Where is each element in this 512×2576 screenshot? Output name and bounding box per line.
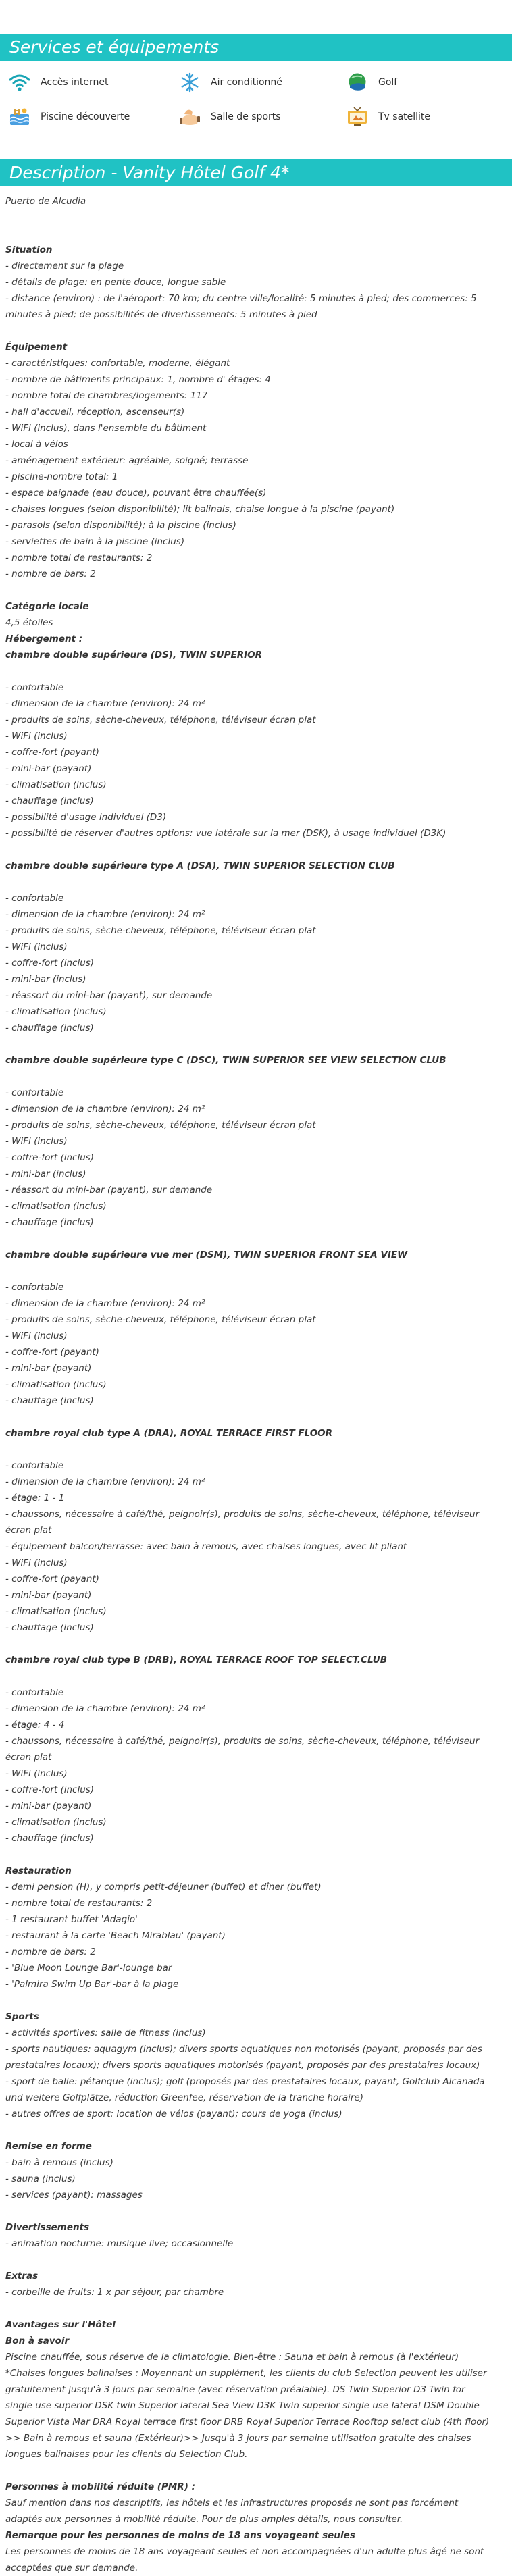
description-line: - autres offres de sport: location de vélos (payant); cours de yoga (inclus) — [5, 2109, 342, 2119]
description-line: - possibilité d'usage individuel (D3) — [5, 812, 167, 823]
description-line: - produits de soins, sèche-cheveux, téléphone, téléviseur écran plat — [5, 715, 316, 725]
description-line: - possibilité de réserver d'autres options: vue latérale sur la mer (DSK), à usage individuel (D3K) — [5, 828, 446, 839]
section-heading: Extras — [5, 2271, 39, 2282]
description-line: Piscine chauffée, sous réserve de la climatologie. Bien-être : Sauna et bain à remous (à l'extérieur) *Chaises longues balinaises : Moyennant un supplément, les clients du club Selection peuvent les utiliser gratuitement jusqu'à 3 jours par semaine (avec réservation préalable). DS Twin Superior D3 Twin for single use superior DSK twin Superior lateral Sea View D3K Twin superior single use lateral DSM Double Superior Vista Mar DRA Royal terrace first floor DRB Royal Superior Terrace Rooftop select club (4th floor) >> Bain à remous et sauna (Extérieur)>> Jusqu'à 3 jours par semaine utilisation gratuite des chaises longues balinaises pour les clients du Selection Club. — [5, 2352, 490, 2460]
services-grid — [0, 61, 512, 129]
description-line: Les personnes de moins de 18 ans voyageant seules et non accompagnées d'un adulte plus âgé ne sont acceptées que sur demande. — [5, 2546, 484, 2573]
description-line: - produits de soins, sèche-cheveux, téléphone, téléviseur écran plat — [5, 925, 316, 936]
description-line: - chaussons, nécessaire à café/thé, peignoir(s), produits de soins, sèche-cheveux, téléphone, téléviseur écran plat — [5, 1509, 480, 1536]
description-line: - nombre de bâtiments principaux: 1, nombre d' étages: 4 — [5, 374, 271, 385]
service-label: Salle de sports — [211, 111, 281, 122]
section-heading: chambre royal club type A (DRA), ROYAL TERRACE FIRST FLOOR — [5, 1428, 333, 1439]
section-heading: chambre double supérieure type A (DSA), TWIN SUPERIOR SELECTION CLUB — [5, 860, 395, 871]
blank-line — [5, 2203, 490, 2219]
service-internet — [8, 70, 178, 95]
fitness-icon — [178, 106, 201, 128]
description-line: - distance (environ) : de l'aéroport: 70 km; du centre ville/localité: 5 minutes à pied; des commerces: 5 minutes à pied; de possibilités de divertissements: 5 minutes à pied — [5, 293, 477, 320]
blank-line — [5, 1992, 490, 2009]
description-line: - coffre-fort (payant) — [5, 1347, 99, 1358]
pool-icon — [8, 106, 31, 128]
description-line: - coffre-fort (inclus) — [5, 1784, 95, 1795]
blank-line — [5, 1441, 490, 1458]
description-line: - WiFi (inclus) — [5, 731, 68, 742]
description-line: - coffre-fort (payant) — [5, 747, 99, 758]
snowflake-icon — [178, 72, 201, 93]
description-line: - WiFi (inclus) — [5, 1136, 68, 1147]
description-line: Puerto de Alcudia — [5, 196, 86, 207]
blank-line — [5, 2463, 490, 2479]
blank-line — [5, 1668, 490, 1684]
section-heading: Bon à savoir — [5, 2336, 70, 2346]
description-line: - réassort du mini-bar (payant), sur demande — [5, 1185, 213, 1195]
description-line: - hall d'accueil, réception, ascenseur(s) — [5, 407, 185, 417]
description-line: - 'Blue Moon Lounge Bar'-lounge bar — [5, 1963, 172, 1974]
description-line: - climatisation (inclus) — [5, 1606, 107, 1617]
description-line: - mini-bar (payant) — [5, 1363, 92, 1374]
description-line: - corbeille de fruits: 1 x par séjour, par chambre — [5, 2287, 224, 2298]
description-line: - mini-bar (inclus) — [5, 1168, 86, 1179]
description-section-title: Description - Vanity Hôtel Golf 4* — [0, 159, 512, 186]
description-line: - bain à remous (inclus) — [5, 2157, 113, 2168]
description-line: - dimension de la chambre (environ): 24 m² — [5, 1104, 205, 1114]
description-line: - dimension de la chambre (environ): 24 m² — [5, 1298, 205, 1309]
description-line: - confortable — [5, 1087, 64, 1098]
section-heading: Situation — [5, 244, 53, 255]
blank-line — [5, 2252, 490, 2268]
blank-line — [5, 1068, 490, 1085]
service-label: Accès internet — [41, 77, 109, 88]
description-line: - espace baignade (eau douce), pouvant être chauffée(s) — [5, 488, 267, 498]
blank-line — [5, 842, 490, 858]
wifi-icon — [8, 72, 31, 93]
description-line: - chaises longues (selon disponibilité); lit balinais, chaise longue à la piscine (payant) — [5, 504, 395, 515]
section-heading: chambre double supérieure (DS), TWIN SUPERIOR — [5, 650, 263, 661]
description-line: Sauf mention dans nos descriptifs, les hôtels et les infrastructures proposés ne sont pas forcément adaptés aux personnes à mobilité réduite. Pour de plus amples détails, nous consulter. — [5, 2498, 459, 2525]
description-content — [0, 186, 498, 2576]
blank-line — [5, 323, 490, 339]
description-line: - services (payant): massages — [5, 2190, 143, 2200]
section-heading: chambre royal club type B (DRB), ROYAL TERRACE ROOF TOP SELECT.CLUB — [5, 1655, 388, 1666]
section-heading: chambre double supérieure vue mer (DSM), TWIN SUPERIOR FRONT SEA VIEW — [5, 1250, 407, 1260]
description-line: - demi pension (H), y compris petit-déjeuner (buffet) et dîner (buffet) — [5, 1882, 322, 1892]
hotel-details-page — [0, 34, 512, 2576]
description-line: - mini-bar (payant) — [5, 1590, 92, 1601]
description-line: - aménagement extérieur: agréable, soigné; terrasse — [5, 455, 249, 466]
description-line: - sport de balle: pétanque (inclus); golf (proposés par des prestataires locaux, payant, Golfclub Alcanada und weitere Golfplätze, réduction Greenfee, réservation de la tranche horaire) — [5, 2076, 485, 2103]
description-line: - produits de soins, sèche-cheveux, téléphone, téléviseur écran plat — [5, 1120, 316, 1131]
blank-line — [5, 226, 490, 242]
service-label: Golf — [378, 77, 398, 88]
blank-line — [5, 1036, 490, 1052]
section-heading: Hébergement : — [5, 634, 83, 644]
description-line: - piscine-nombre total: 1 — [5, 471, 118, 482]
description-line: - WiFi (inclus) — [5, 1331, 68, 1341]
description-line: - étage: 4 - 4 — [5, 1720, 65, 1730]
description-line: - nombre total de chambres/logements: 117 — [5, 390, 208, 401]
section-heading: Sports — [5, 2011, 39, 2022]
description-line: - caractéristiques: confortable, moderne, élégant — [5, 358, 230, 369]
service-air-conditioning — [178, 70, 346, 95]
blank-line — [5, 2122, 490, 2138]
description-line: - nombre de bars: 2 — [5, 569, 96, 579]
description-line: - dimension de la chambre (environ): 24 m² — [5, 1476, 205, 1487]
blank-line — [5, 1231, 490, 1247]
description-line: - WiFi (inclus) — [5, 942, 68, 952]
section-heading: chambre double supérieure type C (DSC), TWIN SUPERIOR SEE VIEW SELECTION CLUB — [5, 1055, 446, 1066]
description-line: - chauffage (inclus) — [5, 1833, 94, 1844]
service-golf — [346, 70, 508, 95]
description-line: - climatisation (inclus) — [5, 1201, 107, 1212]
description-line: - équipement balcon/terrasse: avec bain à remous, avec chaises longues, avec lit pliant — [5, 1541, 407, 1552]
description-line: - nombre de bars: 2 — [5, 1947, 96, 1957]
description-line: - chauffage (inclus) — [5, 1395, 94, 1406]
golf-icon — [346, 72, 369, 93]
description-line: - mini-bar (payant) — [5, 763, 92, 774]
section-heading: Catégorie locale — [5, 601, 89, 612]
service-outdoor-pool — [8, 105, 178, 129]
section-heading: Remise en forme — [5, 2141, 92, 2152]
description-line: - coffre-fort (inclus) — [5, 958, 95, 969]
description-line: - chauffage (inclus) — [5, 1622, 94, 1633]
service-label: Air conditionné — [211, 77, 282, 88]
description-line: - activités sportives: salle de fitness (inclus) — [5, 2028, 206, 2038]
description-line: - sports nautiques: aquagym (inclus); divers sports aquatiques non motorisés (payant, proposés par des prestataires locaux); divers sports aquatiques motorisés (payant, proposés par des prestataires locaux) — [5, 2044, 482, 2071]
description-line: - confortable — [5, 1282, 64, 1293]
blank-line — [5, 874, 490, 890]
description-line: - mini-bar (inclus) — [5, 974, 86, 985]
description-line: - chauffage (inclus) — [5, 796, 94, 806]
description-line: - animation nocturne: musique live; occasionnelle — [5, 2238, 234, 2249]
description-line: - WiFi (inclus), dans l'ensemble du bâtiment — [5, 423, 207, 434]
description-line: - confortable — [5, 1460, 64, 1471]
section-heading: Personnes à mobilité réduite (PMR) : — [5, 2481, 195, 2492]
description-line: 4,5 étoiles — [5, 617, 53, 628]
blank-line — [5, 1263, 490, 1279]
description-line: - climatisation (inclus) — [5, 1379, 107, 1390]
description-line: - 1 restaurant buffet 'Adagio' — [5, 1914, 138, 1925]
section-heading: Divertissements — [5, 2222, 90, 2233]
service-label: Piscine découverte — [41, 111, 130, 122]
description-line: - dimension de la chambre (environ): 24 m² — [5, 909, 205, 920]
description-line: - confortable — [5, 893, 64, 904]
description-line: - WiFi (inclus) — [5, 1768, 68, 1779]
description-line: - coffre-fort (inclus) — [5, 1152, 95, 1163]
description-line: - climatisation (inclus) — [5, 1006, 107, 1017]
description-line: - parasols (selon disponibilité); à la piscine (inclus) — [5, 520, 236, 531]
blank-line — [5, 582, 490, 598]
description-line: - étage: 1 - 1 — [5, 1493, 65, 1503]
description-line: - directement sur la plage — [5, 261, 124, 272]
blank-line — [5, 1636, 490, 1652]
description-line: - local à vélos — [5, 439, 68, 450]
service-fitness-room — [178, 105, 346, 129]
blank-line — [5, 663, 490, 679]
description-line: - chauffage (inclus) — [5, 1023, 94, 1033]
blank-line — [5, 1847, 490, 1863]
service-label: Tv satellite — [378, 111, 431, 122]
section-heading: Avantages sur l'Hôtel — [5, 2319, 116, 2330]
description-line: - mini-bar (payant) — [5, 1801, 92, 1811]
blank-line — [5, 2300, 490, 2317]
description-line: - confortable — [5, 682, 64, 693]
description-line: - nombre total de restaurants: 2 — [5, 552, 153, 563]
tv-icon — [346, 106, 369, 128]
description-line: - coffre-fort (payant) — [5, 1574, 99, 1585]
description-line: - détails de plage: en pente douce, longue sable — [5, 277, 226, 288]
description-line: - dimension de la chambre (environ): 24 m² — [5, 1703, 205, 1714]
description-line: - chaussons, nécessaire à café/thé, peignoir(s), produits de soins, sèche-cheveux, téléphone, téléviseur écran plat — [5, 1736, 480, 1763]
description-line: - dimension de la chambre (environ): 24 m² — [5, 698, 205, 709]
description-line: - WiFi (inclus) — [5, 1557, 68, 1568]
description-line: - réassort du mini-bar (payant), sur demande — [5, 990, 213, 1001]
service-satellite-tv — [346, 105, 508, 129]
description-line: - restaurant à la carte 'Beach Mirablau' (payant) — [5, 1930, 226, 1941]
section-heading: Équipement — [5, 342, 68, 353]
section-heading: Remarque pour les personnes de moins de 18 ans voyageant seules — [5, 2530, 355, 2541]
description-line: - 'Palmira Swim Up Bar'-bar à la plage — [5, 1979, 179, 1990]
services-section-title: Services et équipements — [0, 34, 512, 61]
section-heading: Restauration — [5, 1865, 72, 1876]
description-line: - confortable — [5, 1687, 64, 1698]
description-line: - climatisation (inclus) — [5, 1817, 107, 1828]
description-line: - sauna (inclus) — [5, 2173, 76, 2184]
blank-line — [5, 209, 490, 226]
description-line: - serviettes de bain à la piscine (inclus) — [5, 536, 185, 547]
description-line: - produits de soins, sèche-cheveux, téléphone, téléviseur écran plat — [5, 1314, 316, 1325]
description-line: - chauffage (inclus) — [5, 1217, 94, 1228]
description-line: - nombre total de restaurants: 2 — [5, 1898, 153, 1909]
blank-line — [5, 1409, 490, 1425]
description-line: - climatisation (inclus) — [5, 779, 107, 790]
